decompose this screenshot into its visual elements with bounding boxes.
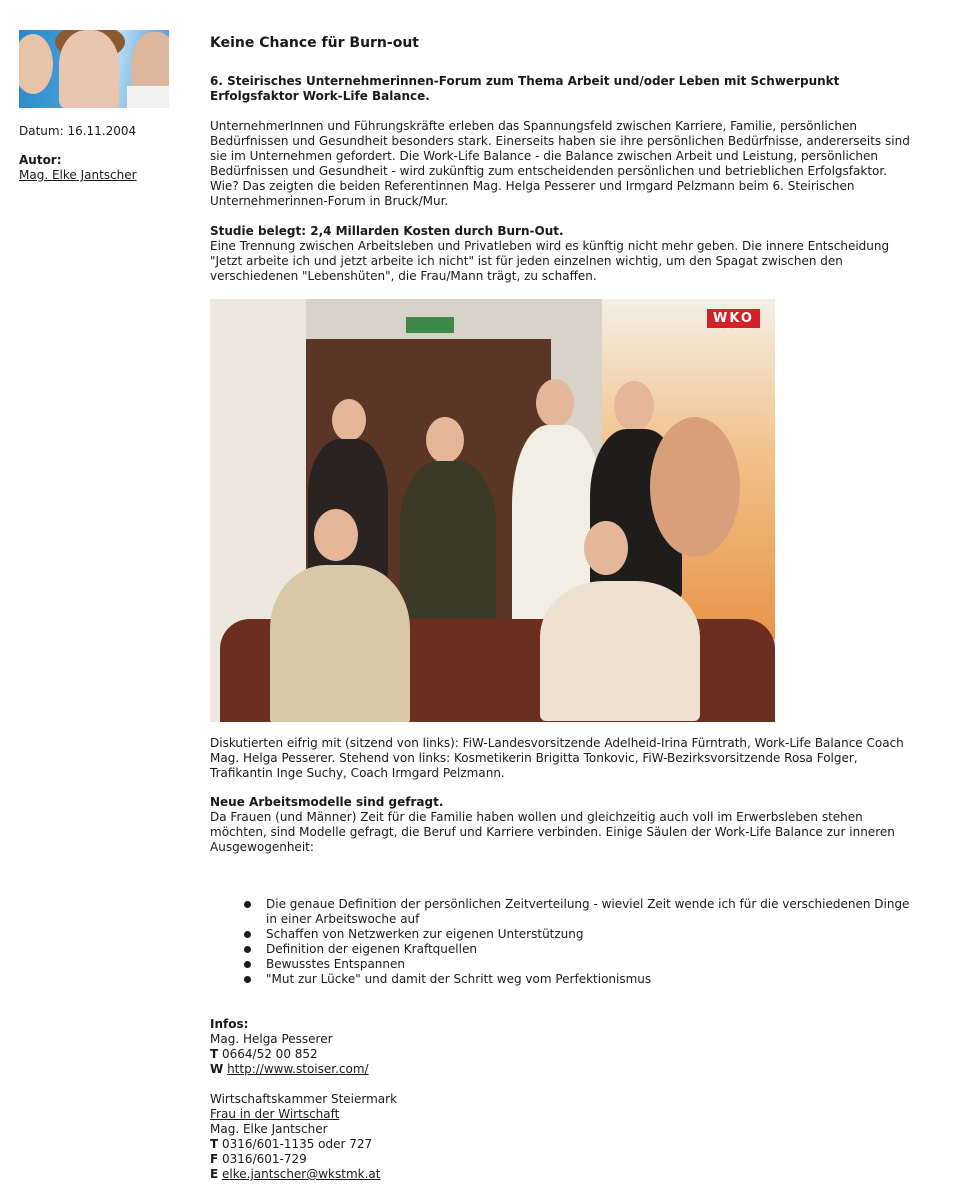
phone-label: T — [210, 1137, 219, 1151]
article-subtitle: 6. Steirisches Unternehmerinnen-Forum zum Thema Arbeit und/oder Leben mit Schwerpunkt Erfolgsfaktor Work-Life Balance. — [210, 74, 840, 103]
list-item: Schaffen von Netzwerken zur eigenen Unterstützung — [266, 927, 910, 942]
header-banner-image — [19, 30, 169, 108]
phone-label: T — [210, 1047, 219, 1061]
section-heading: Studie belegt: 2,4 Millarden Kosten durch Burn-Out. — [210, 224, 564, 238]
article — [210, 34, 910, 1182]
infos-block — [210, 1017, 910, 1182]
event-photo — [210, 299, 775, 722]
infos-label: Infos: — [210, 1017, 249, 1031]
wko-logo: WKO — [707, 309, 760, 328]
email-label: E — [210, 1167, 219, 1181]
section-heading: Neue Arbeitsmodelle sind gefragt. — [210, 795, 444, 809]
contact-fax — [210, 1152, 910, 1167]
contact-phone — [210, 1047, 910, 1062]
banner-face — [650, 417, 740, 557]
org-link[interactable]: Frau in der Wirtschaft — [210, 1107, 340, 1121]
article-intro: UnternehmerInnen und Führungskräfte erleben das Spannungsfeld zwischen Karriere, Familie, persönlichen Bedürfnissen und Gesundheit besonders stark. Einerseits haben sie ihre persönlichen Bedürfnisse, andererseits sind sie im Unternehmen gefordert. Die Work-Life Balance - die Balance zwischen Arbeit und Leistung, persönlichen Bedürfnissen und Gesundheit - wird zukünftig zum entscheidenden persönlichen und betrieblichen Erfolgsfaktor. Wie? Das zeigten die beiden Referentinnen Mag. Helga Pesserer und Irmgard Pelzmann beim 6. Steirischen Unternehmerinnen-Forum in Bruck/Mur. — [210, 119, 910, 208]
list-item: "Mut zur Lücke" und damit der Schritt weg vom Perfektionismus — [266, 972, 910, 987]
phone-value: 0664/52 00 852 — [222, 1047, 318, 1061]
sidebar — [19, 30, 189, 183]
author-link[interactable]: Mag. Elke Jantscher — [19, 168, 137, 182]
photo-caption: Diskutierten eifrig mit (sitzend von links): FiW-Landesvorsitzende Adelheid-Irina Fürntrath, Work-Life Balance Coach Mag. Helga Pesserer. Stehend von links: Kosmetikerin Brigitta Tonkovic, FiW-Bezirksvorsitzende Rosa Folger, Trafikantin Inge Suchy, Coach Irmgard Pelzmann. — [210, 736, 904, 780]
phone-value: 0316/601-1135 oder 727 — [222, 1137, 373, 1151]
list-item: Bewusstes Entspannen — [266, 957, 910, 972]
section-text: Da Frauen (und Männer) Zeit für die Familie haben wollen und gleichzeitig auch voll im Erwerbsleben stehen möchten, sind Modelle gefragt, die Beruf und Karriere verbinden. Einige Säulen der Work-Life Balance zur inneren Ausgewogenheit: — [210, 810, 895, 854]
section-work-models — [210, 795, 910, 855]
org-name: Wirtschaftskammer Steiermark — [210, 1092, 398, 1106]
contact-phone — [210, 1137, 910, 1152]
exit-sign-icon — [406, 317, 454, 333]
article-date: Datum: 16.11.2004 — [19, 124, 137, 138]
article-title: Keine Chance für Burn-out — [210, 35, 419, 51]
section-burnout-study — [210, 224, 910, 284]
list-item: Die genaue Definition der persönlichen Zeitverteilung - wieviel Zeit wende ich für die verschiedenen Dinge in einer Arbeitswoche auf — [266, 897, 910, 926]
fax-value: 0316/601-729 — [222, 1152, 307, 1166]
section-text: Eine Trennung zwischen Arbeitsleben und Privatleben wird es künftig nicht mehr geben. Die innere Entscheidung "Jetzt arbeite ich und jetzt arbeite ich nicht" ist für jeden einzelnen wichtig, um den Spagat zwischen den verschiedenen "Lebenshüten", die Frau/Mann trägt, zu schaffen. — [210, 239, 890, 283]
contact-email — [210, 1167, 910, 1182]
web-label: W — [210, 1062, 224, 1076]
author-label: Autor: — [19, 153, 62, 167]
contact-web — [210, 1062, 910, 1077]
list-item: Definition der eigenen Kraftquellen — [266, 942, 910, 957]
fax-label: F — [210, 1152, 219, 1166]
pillars-list — [210, 897, 910, 987]
website-link[interactable]: http://www.stoiser.com/ — [227, 1062, 369, 1076]
email-link[interactable]: elke.jantscher@wkstmk.at — [222, 1167, 381, 1181]
contact-name: Mag. Elke Jantscher — [210, 1122, 328, 1136]
contact-name: Mag. Helga Pesserer — [210, 1032, 333, 1046]
